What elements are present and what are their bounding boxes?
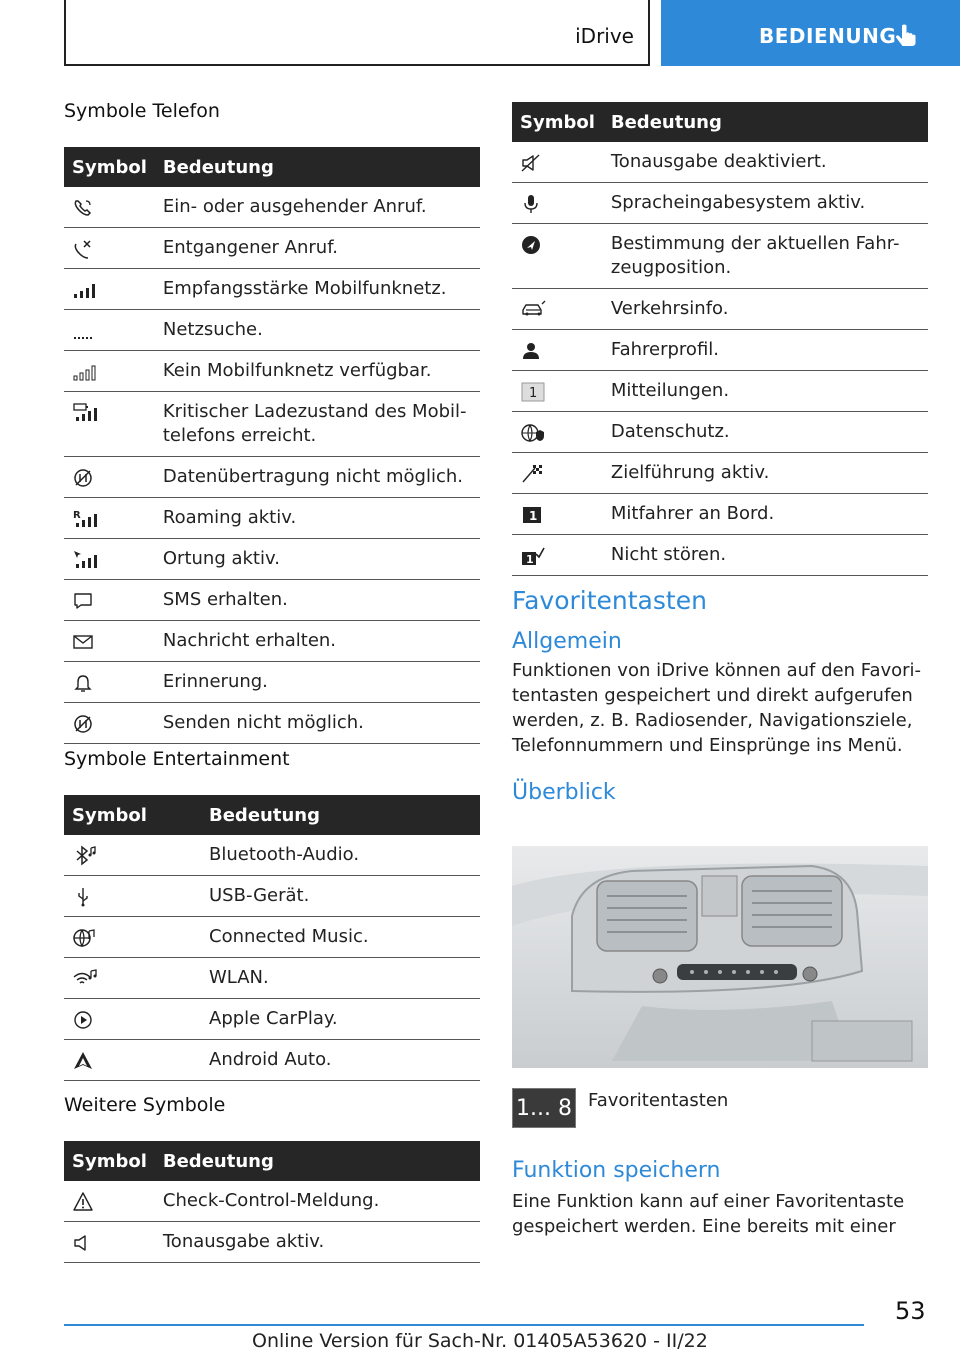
phone-call-icon [72, 197, 94, 219]
row-text: Entgangener Anruf. [155, 228, 480, 269]
row-text: Empfangsstärke Mobilfunknetz. [155, 269, 480, 310]
telefon-title: Symbole Telefon [64, 100, 220, 122]
row-text: Ortung aktiv. [155, 539, 480, 580]
row-text: Erinnerung. [155, 662, 480, 703]
row-text: Nicht stören. [603, 535, 928, 576]
allgemein-text: Funktionen von iDrive können auf den Favori-tentasten gespeichert und direkt aufgerufen werden, z. B. Radiosender, Navigationsziele, Telefonnummern und Einsprünge ins Menü. [512, 660, 922, 756]
table-row [64, 580, 480, 621]
low-battery-icon [72, 402, 100, 424]
table-row [64, 457, 480, 498]
header-section-label: iDrive [575, 24, 634, 48]
row-text: Senden nicht möglich. [155, 703, 480, 744]
row-text: Check-Control-Meldung. [155, 1181, 480, 1222]
table-row [64, 703, 480, 744]
rechts-table [512, 102, 928, 576]
header-section-box [64, 0, 650, 66]
col-meaning: Bedeutung [201, 795, 480, 835]
row-text: Kritischer Ladezustand des Mobil-telefons erreicht. [155, 392, 480, 457]
col-symbol: Symbol [64, 147, 155, 187]
row-text: SMS erhalten. [155, 580, 480, 621]
row-text: Tonausgabe deaktiviert. [603, 142, 928, 183]
table-row [512, 494, 928, 535]
privacy-icon [520, 422, 546, 444]
traffic-info-icon [520, 299, 546, 321]
table-row [64, 835, 480, 876]
guidance-flag-icon [520, 463, 544, 485]
row-text: Ein- oder ausgehender Anruf. [155, 187, 480, 228]
footer-rule [64, 1324, 864, 1326]
table-row [64, 999, 480, 1040]
col-symbol: Symbol [512, 102, 603, 142]
roaming-icon [72, 508, 100, 530]
carplay-icon [72, 1009, 94, 1031]
svg-text:1: 1 [529, 386, 538, 401]
notification-count-icon [520, 381, 546, 403]
bell-icon [72, 672, 94, 694]
no-data-icon [72, 467, 94, 489]
row-text: Datenübertragung nicht möglich. [155, 457, 480, 498]
col-meaning: Bedeutung [155, 147, 480, 187]
table-row [64, 392, 480, 457]
header-chapter-label: BEDIENUNG [759, 24, 897, 48]
passenger-icon [520, 504, 544, 526]
row-text: Apple CarPlay. [201, 999, 480, 1040]
table-row [512, 535, 928, 576]
no-network-icon [72, 361, 100, 383]
table-row [64, 662, 480, 703]
warning-icon [72, 1191, 94, 1213]
table-row [64, 498, 480, 539]
sms-icon [72, 590, 94, 612]
speichern-section [512, 1158, 928, 1239]
col-meaning: Bedeutung [155, 1141, 480, 1181]
row-text: Fahrerprofil. [603, 330, 928, 371]
speaker-off-icon [520, 152, 542, 174]
connected-music-icon [72, 927, 96, 949]
signal-strength-icon [72, 279, 100, 301]
row-text: Bestimmung der aktuellen Fahr-zeugposition. [603, 224, 928, 289]
speichern-title: Funktion speichern [512, 1158, 721, 1183]
table-row [64, 876, 480, 917]
col-symbol: Symbol [64, 1141, 155, 1181]
svg-text:1: 1 [526, 553, 534, 566]
row-text: Nachricht erhalten. [155, 621, 480, 662]
row-text: Verkehrsinfo. [603, 289, 928, 330]
position-icon [520, 234, 542, 256]
favorite-keys-badge: 1... 8 [512, 1088, 576, 1128]
row-text: Netzsuche. [155, 310, 480, 351]
network-search-icon [72, 320, 100, 342]
send-failed-icon [72, 713, 94, 735]
table-row [64, 1040, 480, 1081]
allgemein-title: Allgemein [512, 629, 622, 654]
row-text: Spracheingabesystem aktiv. [603, 183, 928, 224]
dashboard-photo [512, 846, 928, 1068]
weitere-title: Weitere Symbole [64, 1094, 226, 1116]
row-text: Zielführung aktiv. [603, 453, 928, 494]
table-row [512, 183, 928, 224]
location-signal-icon [72, 549, 100, 571]
table-row [64, 351, 480, 392]
row-text: Roaming aktiv. [155, 498, 480, 539]
ueberblick-title: Überblick [512, 780, 616, 805]
telefon-table-wrap [64, 147, 480, 744]
table-row [512, 330, 928, 371]
table-row [64, 187, 480, 228]
row-text: Kein Mobilfunknetz verfügbar. [155, 351, 480, 392]
entertainment-title: Symbole Entertainment [64, 748, 290, 770]
badge-caption: Favoritentasten [588, 1090, 729, 1111]
speaker-icon [72, 1232, 94, 1254]
svg-text:1: 1 [529, 509, 538, 523]
bluetooth-audio-icon [72, 845, 98, 867]
rechts-table-wrap [512, 102, 928, 576]
col-meaning: Bedeutung [603, 102, 928, 142]
entertainment-section [64, 748, 480, 782]
favoriten-title: Favoritentasten [512, 586, 707, 615]
entertainment-table [64, 795, 480, 1081]
header-chapter-box [661, 0, 960, 66]
table-row [64, 1222, 480, 1263]
driver-profile-icon [520, 340, 542, 362]
table-row [64, 310, 480, 351]
svg-text:R: R [73, 510, 81, 521]
do-not-disturb-icon [520, 545, 546, 567]
table-row [64, 269, 480, 310]
row-text: Android Auto. [201, 1040, 480, 1081]
row-text: Bluetooth-Audio. [201, 835, 480, 876]
missed-call-icon [72, 238, 94, 260]
wlan-icon [72, 968, 98, 990]
hand-pointer-icon [891, 22, 921, 52]
mail-icon [72, 631, 94, 653]
weitere-section [64, 1094, 480, 1128]
weitere-table-wrap [64, 1141, 480, 1263]
page-number: 53 [895, 1297, 926, 1325]
microphone-icon [520, 193, 542, 215]
table-row [64, 958, 480, 999]
table-row [512, 224, 928, 289]
dashboard-photo-wrap [512, 846, 928, 1072]
row-text: Datenschutz. [603, 412, 928, 453]
android-auto-icon [72, 1050, 94, 1072]
speichern-text: Eine Funktion kann auf einer Favoritentaste gespeichert werden. Eine bereits mit einer [512, 1191, 905, 1237]
col-symbol: Symbol [64, 795, 201, 835]
table-row [512, 289, 928, 330]
table-row [64, 917, 480, 958]
table-row [64, 228, 480, 269]
row-text: Tonausgabe aktiv. [155, 1222, 480, 1263]
telefon-section [64, 100, 480, 134]
entertainment-table-wrap [64, 795, 480, 1081]
weitere-table [64, 1141, 480, 1263]
telefon-table [64, 147, 480, 744]
row-text: WLAN. [201, 958, 480, 999]
table-row [64, 539, 480, 580]
table-row [512, 371, 928, 412]
favoriten-section [512, 586, 928, 805]
usb-icon [72, 886, 94, 908]
row-text: USB-Gerät. [201, 876, 480, 917]
table-row [64, 621, 480, 662]
table-row [512, 412, 928, 453]
table-row [64, 1181, 480, 1222]
footer-online-version: Online Version für Sach-Nr. 01405A53620 - II/22 [252, 1330, 708, 1352]
row-text: Connected Music. [201, 917, 480, 958]
row-text: Mitfahrer an Bord. [603, 494, 928, 535]
table-row [512, 142, 928, 183]
row-text: Mitteilungen. [603, 371, 928, 412]
badge-row [512, 1088, 928, 1128]
table-row [512, 453, 928, 494]
